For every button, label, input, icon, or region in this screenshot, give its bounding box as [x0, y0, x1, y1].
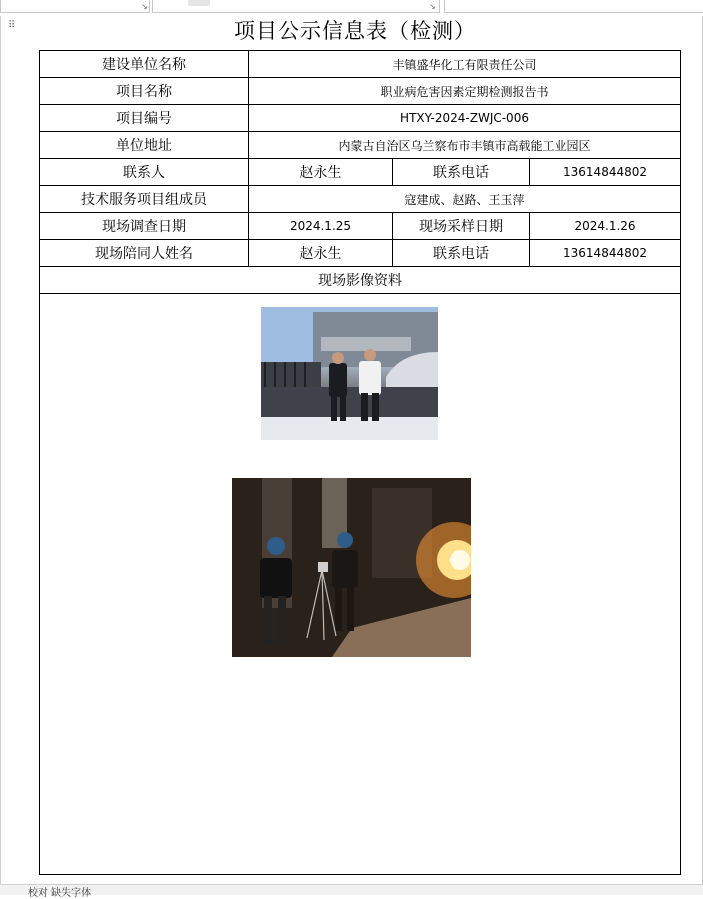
info-table [39, 50, 681, 875]
survey-date-value: 2024.1.25 [249, 213, 393, 240]
resize-grip-icon: ↘ [141, 2, 148, 11]
contact-phone-label: 联系电话 [393, 159, 530, 186]
status-bar-text: 校对 缺失字体 [28, 888, 92, 899]
table-row [40, 186, 681, 213]
sampling-date-value: 2024.1.26 [530, 213, 681, 240]
contact-value: 赵永生 [249, 159, 393, 186]
table-move-handle-icon[interactable]: ⠿ [8, 20, 17, 31]
table-row [40, 51, 681, 78]
project-no-label: 项目编号 [40, 105, 249, 132]
escort-value: 赵永生 [249, 240, 393, 267]
toolbar-tab[interactable] [188, 0, 210, 6]
team-value: 寇建成、赵路、王玉萍 [249, 186, 681, 213]
table-row [40, 267, 681, 294]
table-row [40, 294, 681, 875]
status-bar [0, 884, 703, 899]
top-toolbar [0, 0, 703, 16]
table-row [40, 105, 681, 132]
photo-indoor-furnace[interactable] [232, 478, 471, 657]
project-no-value: HTXY-2024-ZWJC-006 [249, 105, 681, 132]
escort-phone-label: 联系电话 [393, 240, 530, 267]
resize-grip-icon: ↘ [429, 2, 436, 11]
unit-name-label: 建设单位名称 [40, 51, 249, 78]
escort-label: 现场陪同人姓名 [40, 240, 249, 267]
table-row [40, 132, 681, 159]
toolbar-segment [0, 0, 150, 13]
table-row [40, 213, 681, 240]
survey-date-label: 现场调查日期 [40, 213, 249, 240]
sampling-date-label: 现场采样日期 [393, 213, 530, 240]
photo-cell [40, 294, 681, 875]
escort-phone-value: 13614844802 [530, 240, 681, 267]
project-name-label: 项目名称 [40, 78, 249, 105]
address-value: 内蒙古自治区乌兰察布市丰镇市高载能工业园区 [249, 132, 681, 159]
table-row [40, 240, 681, 267]
photo-outdoor-gate-image [261, 307, 438, 440]
project-name-value: 职业病危害因素定期检测报告书 [249, 78, 681, 105]
table-row [40, 159, 681, 186]
photo-indoor-furnace-image [232, 478, 471, 657]
table-row [40, 78, 681, 105]
photo-outdoor-gate[interactable] [261, 307, 438, 440]
toolbar-segment [444, 0, 703, 13]
contact-phone-value: 13614844802 [530, 159, 681, 186]
page-title: 项目公示信息表（检测） [234, 19, 476, 43]
team-label: 技术服务项目组成员 [40, 186, 249, 213]
contact-label: 联系人 [40, 159, 249, 186]
address-label: 单位地址 [40, 132, 249, 159]
unit-name-value: 丰镇盛华化工有限责任公司 [249, 51, 681, 78]
images-label: 现场影像资料 [40, 267, 681, 294]
